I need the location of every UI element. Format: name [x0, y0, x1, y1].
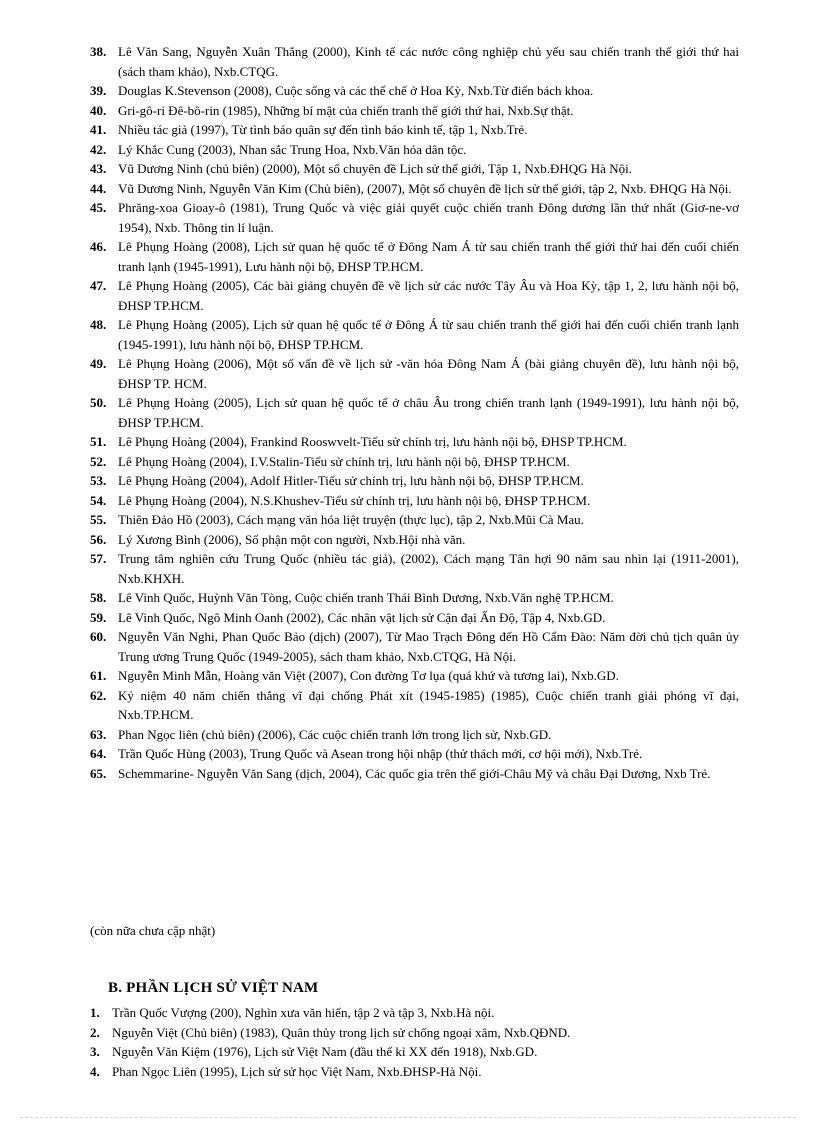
reference-text: Lê Văn Sang, Nguyễn Xuân Thắng (2000), Kinh tế các nước công nghiệp chủ yếu sau chiến tranh thế giới thứ hai (sách tham khảo), Nxb.CTQG. [118, 44, 739, 79]
reference-text: Trần Quốc Vượng (200), Nghìn xưa văn hiến, tập 2 và tập 3, Nxb.Hà nội. [112, 1005, 495, 1020]
reference-number: 55. [90, 512, 107, 527]
section-heading-vietnam-history: B. PHẦN LỊCH SỬ VIỆT NAM [108, 980, 319, 996]
reference-number: 3. [90, 1044, 100, 1059]
reference-number: 42. [90, 141, 107, 157]
reference-number: 62. [90, 687, 107, 703]
reference-text: Kỷ niệm 40 năm chiến thắng vĩ đại chống Phát xít (1945-1985) (1985), Cuộc chiến tranh giải phóng vĩ đại, Nxb.TP.HCM. [118, 687, 739, 722]
reference-number: 43. [90, 161, 107, 176]
reference-text: Trung tâm nghiên cứu Trung Quốc (nhiều tác giả), (2002), Cách mạng Tân hợi 90 năm sau nhìn lại (1911-2001), Nxb.KHXH. [118, 551, 739, 586]
reference-item [0, 237, 816, 276]
reference-number: 52. [90, 453, 107, 469]
reference-text: Lê Phụng Hoàng (2008), Lịch sử quan hệ quốc tế ở Đông Nam Á từ sau chiến tranh thế giới thứ hai đến cuối chiến tranh lạnh (1945-1991), Lưu hành nội bộ, ĐHSP TP.HCM. [118, 239, 739, 274]
reference-item [0, 549, 816, 588]
reference-number: 60. [90, 629, 107, 644]
reference-number: 49. [90, 356, 107, 371]
reference-text: Thiên Đảo Hồ (2003), Cách mạng văn hóa liệt truyện (thực lục), tập 2, Nxb.Mũi Cà Mau. [118, 512, 584, 527]
reference-text: Lê Phụng Hoàng (2004), Adolf Hitler-Tiểu sử chính trị, lưu hành nội bộ, ĐHSP TP.HCM. [118, 473, 584, 488]
reference-text: Phan Ngọc liên (chủ biên) (2006), Các cuộc chiến tranh lớn trong lịch sử, Nxb.GD. [118, 726, 552, 742]
reference-text: Phan Ngọc Liên (1995), Lịch sử sử học Việt Nam, Nxb.ĐHSP-Hà Nội. [112, 1063, 482, 1079]
reference-number: 58. [90, 590, 107, 605]
reference-item [0, 42, 816, 81]
reference-number: 57. [90, 551, 107, 566]
reference-number: 2. [90, 1024, 100, 1040]
reference-item [0, 354, 816, 393]
reference-text: Lê Phụng Hoàng (2004), I.V.Stalin-Tiểu sử chính trị, lưu hành nội bộ, ĐHSP TP.HCM. [118, 453, 570, 469]
reference-number: 50. [90, 395, 107, 410]
reference-item [0, 315, 816, 354]
reference-number: 44. [90, 180, 107, 196]
reference-item [0, 452, 816, 472]
reference-number: 40. [90, 102, 107, 118]
reference-item [0, 744, 816, 764]
reference-item [0, 627, 816, 666]
reference-text: Vũ Dương Ninh, Nguyễn Văn Kim (Chủ biên), (2007), Một số chuyên đề lịch sử thế giới, tập 2, Nxb. ĐHQG Hà Nội. [118, 180, 732, 196]
reference-item [0, 510, 816, 530]
reference-item [0, 120, 816, 140]
reference-list-vietnam-history [0, 1003, 816, 1081]
reference-number: 4. [90, 1063, 100, 1079]
reference-text: Lê Vinh Quốc, Ngô Minh Oanh (2002), Các nhân vật lịch sử Cận đại Ấn Độ, Tập 4, Nxb.GD. [118, 609, 606, 625]
reference-item [0, 764, 816, 784]
reference-item [0, 1003, 816, 1023]
reference-number: 38. [90, 44, 107, 59]
reference-text: Lê Phụng Hoàng (2006), Một số vấn đề về lịch sử -văn hóa Đông Nam Á (bài giảng chuyên đề), lưu hành nội bộ, ĐHSP TP. HCM. [118, 356, 739, 391]
reference-item [0, 81, 816, 101]
reference-item [0, 1023, 816, 1043]
reference-item [0, 276, 816, 315]
reference-number: 54. [90, 492, 107, 508]
reference-text: Lê Phụng Hoàng (2005), Lịch sử quan hệ quốc tế ở Đông Á từ sau chiến tranh thế giới hai đến cuối chiến tranh lạnh (1945-1991), lưu hành nội bộ, ĐHSP TP.HCM. [118, 317, 739, 352]
reference-item [0, 686, 816, 725]
reference-text: Nhiều tác giả (1997), Từ tình báo quân sự đến tình báo kinh tế, tập 1, Nxb.Trẻ. [118, 122, 528, 137]
reference-text: Nguyễn Việt (Chủ biên) (1983), Quân thủy trong lịch sử chống ngoại xâm, Nxb.QĐND. [112, 1024, 571, 1040]
reference-number: 46. [90, 239, 107, 254]
reference-text: Nguyễn Văn Nghi, Phan Quốc Bảo (dịch) (2007), Từ Mao Trạch Đông đến Hồ Cẩm Đào: Năm đời chủ tịch quân ủy Trung ương Trung Quốc (1949-2005), sách tham khảo, Nxb.CTQG, Hà Nội. [118, 629, 739, 664]
reference-text: Gri-gô-ri Đê-bô-rin (1985), Những bí mật của chiến tranh thế giới thứ hai, Nxb.Sự thật. [118, 102, 574, 118]
reference-item [0, 1042, 816, 1062]
reference-number: 59. [90, 609, 107, 625]
reference-item [0, 101, 816, 121]
reference-item [0, 471, 816, 491]
reference-number: 56. [90, 531, 107, 547]
reference-text: Lý Xương Bình (2006), Số phận một con người, Nxb.Hội nhà văn. [118, 531, 466, 547]
reference-text: Lê Vinh Quốc, Huỳnh Văn Tòng, Cuộc chiến tranh Thái Bình Dương, Nxb.Văn nghệ TP.HCM. [118, 590, 614, 605]
reference-text: Lý Khắc Cung (2003), Nhan sắc Trung Hoa, Nxb.Văn hóa dân tộc. [118, 141, 467, 157]
reference-number: 48. [90, 317, 107, 332]
reference-text: Vũ Dương Ninh (chủ biên) (2000), Một số chuyên đề Lịch sử thế giới, Tập 1, Nxb.ĐHQG Hà Nội. [118, 161, 632, 176]
reference-text: Trần Quốc Hùng (2003), Trung Quốc và Asean trong hội nhập (thử thách mới, cơ hội mới), Nxb.Trẻ. [118, 746, 643, 761]
reference-item [0, 725, 816, 745]
reference-item [0, 1062, 816, 1082]
update-note: (còn nữa chưa cập nhật) [90, 923, 216, 938]
reference-text: Nguyễn Minh Mẫn, Hoàng văn Việt (2007), Con đường Tơ lụa (quá khứ và tương lai), Nxb.GD. [118, 668, 619, 683]
reference-number: 1. [90, 1005, 100, 1020]
reference-text: Schemmarine- Nguyễn Văn Sang (dịch, 2004), Các quốc gia trên thế giới-Châu Mỹ và châu Đại Dương, Nxb Trẻ. [118, 765, 711, 781]
reference-number: 47. [90, 278, 107, 293]
reference-item [0, 491, 816, 511]
reference-number: 51. [90, 434, 107, 449]
reference-text: Nguyễn Văn Kiệm (1976), Lịch sử Việt Nam (đầu thế kỉ XX đến 1918), Nxb.GD. [112, 1044, 538, 1059]
reference-number: 41. [90, 122, 107, 137]
reference-list-world-history [0, 42, 816, 783]
reference-number: 63. [90, 726, 107, 742]
reference-item [0, 140, 816, 160]
reference-number: 61. [90, 668, 107, 683]
reference-item [0, 179, 816, 199]
reference-item [0, 588, 816, 608]
reference-number: 65. [90, 765, 107, 781]
reference-number: 45. [90, 200, 107, 215]
reference-number: 53. [90, 473, 107, 488]
reference-text: Lê Phụng Hoàng (2004), N.S.Khushev-Tiểu sử chính trị, lưu hành nội bộ, ĐHSP TP.HCM. [118, 492, 591, 508]
reference-text: Douglas K.Stevenson (2008), Cuộc sống và các thể chế ở Hoa Kỳ, Nxb.Từ điển bách khoa. [118, 83, 594, 98]
reference-text: Lê Phụng Hoàng (2004), Frankind Rooswvelt-Tiểu sử chính trị, lưu hành nội bộ, ĐHSP TP.HCM. [118, 434, 627, 449]
reference-item [0, 159, 816, 179]
page-bottom-divider [20, 1117, 796, 1118]
reference-item [0, 608, 816, 628]
reference-number: 39. [90, 83, 107, 98]
reference-item [0, 393, 816, 432]
reference-item [0, 530, 816, 550]
reference-text: Lê Phụng Hoàng (2005), Các bài giảng chuyên đề về lịch sử các nước Tây Âu và Hoa Kỳ, tập 1, 2, lưu hành nội bộ, ĐHSP TP.HCM. [118, 278, 739, 313]
reference-text: Phrăng-xoa Gioay-ô (1981), Trung Quốc và việc giải quyết cuộc chiến tranh Đông dương lần thứ nhất (Giơ-ne-vơ 1954), Nxb. Thông tin lí luận. [118, 200, 739, 235]
reference-number: 64. [90, 746, 107, 761]
reference-item [0, 432, 816, 452]
reference-item [0, 198, 816, 237]
reference-text: Lê Phụng Hoàng (2005), Lịch sử quan hệ quốc tế ở châu Âu trong chiến tranh lạnh (1949-1991), lưu hành nội bộ, ĐHSP TP.HCM. [118, 395, 739, 430]
reference-item [0, 666, 816, 686]
